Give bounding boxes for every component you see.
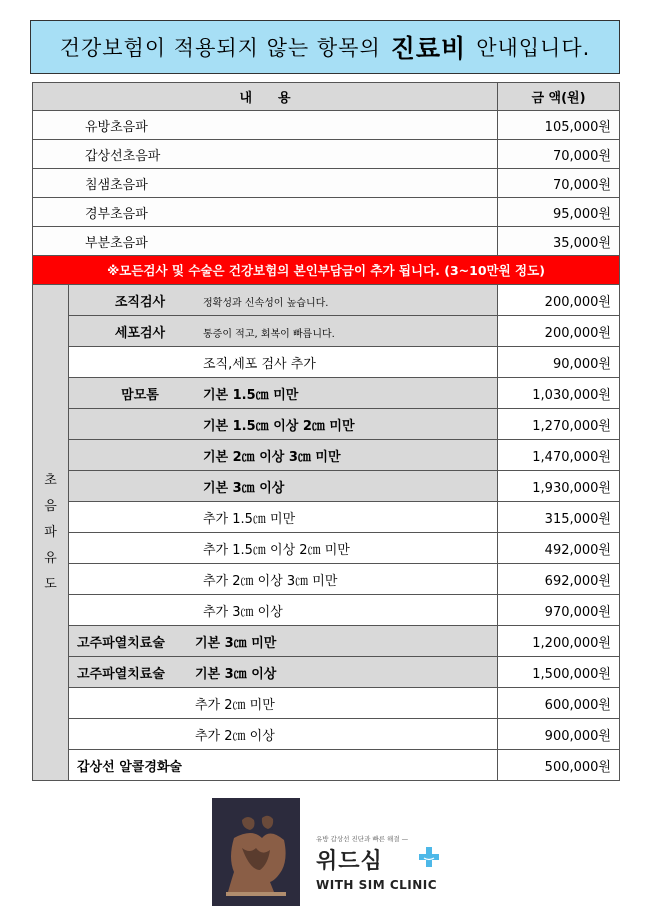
- item-cell: [69, 564, 498, 595]
- item-cell: [69, 688, 498, 719]
- item-desc: 기본 3㎝ 이상: [203, 480, 285, 496]
- item-desc: 기본 3㎝ 이상: [195, 666, 277, 682]
- table-row: [33, 595, 620, 626]
- page-title: [30, 20, 620, 74]
- item-desc: 기본 1.5㎝ 이상 2㎝ 미만: [203, 418, 355, 434]
- table-row: [33, 502, 620, 533]
- item-desc: 추가 1.5㎝ 미만: [203, 511, 296, 527]
- item-amount: 35,000원: [498, 227, 620, 256]
- title-suffix: 안내입니다.: [476, 36, 591, 60]
- notice-text: ※모든검사 및 수술은 건강보험의 본인부담금이 추가 됩니다. (3~10만원 정도): [33, 256, 620, 285]
- fee-table: [32, 82, 620, 781]
- table-header: [33, 83, 620, 111]
- item-cell: [69, 657, 498, 688]
- item-amount: 1,200,000원: [498, 626, 620, 657]
- item-cell: [69, 285, 498, 316]
- table-row: [33, 140, 620, 169]
- header-content: 내 용: [33, 83, 498, 111]
- item-cell: [69, 502, 498, 533]
- item-name: 조직검사: [114, 294, 166, 310]
- item-name: 고주파열치료술: [77, 635, 165, 651]
- item-amount: 1,500,000원: [498, 657, 620, 688]
- header-amount: 금 액(원): [498, 83, 620, 111]
- table-row: [33, 471, 620, 502]
- item-amount: 900,000원: [498, 719, 620, 750]
- item-amount: 1,930,000원: [498, 471, 620, 502]
- item-desc: 기본 2㎝ 이상 3㎝ 미만: [203, 449, 341, 465]
- table-row: [33, 198, 620, 227]
- table-row: [33, 227, 620, 256]
- item-cell: [69, 595, 498, 626]
- category-char: 도: [44, 576, 57, 592]
- brand-tagline: 유방 갑상선 진단과 빠른 해결 —: [316, 835, 409, 843]
- item-amount: 1,030,000원: [498, 378, 620, 409]
- item-name: 경부초음파: [33, 198, 498, 227]
- item-amount: 70,000원: [498, 169, 620, 198]
- table-row: [33, 169, 620, 198]
- item-amount: 200,000원: [498, 285, 620, 316]
- table-row: [33, 688, 620, 719]
- item-desc: 추가 1.5㎝ 이상 2㎝ 미만: [203, 542, 350, 558]
- table-row: [33, 378, 620, 409]
- table-row: [33, 626, 620, 657]
- item-name: 갑상선초음파: [33, 140, 498, 169]
- item-cell: [69, 440, 498, 471]
- table-row: [33, 533, 620, 564]
- table-row: [33, 409, 620, 440]
- table-row: [33, 440, 620, 471]
- item-cell: [69, 409, 498, 440]
- category-char: 파: [44, 524, 57, 540]
- item-amount: 500,000원: [498, 750, 620, 781]
- category-label: [33, 285, 69, 781]
- item-name: 고주파열치료술: [77, 666, 165, 682]
- notice-row: [33, 256, 620, 285]
- item-cell: [69, 347, 498, 378]
- item-cell: [69, 719, 498, 750]
- item-desc: 통증이 적고, 회복이 빠릅니다.: [203, 328, 335, 340]
- title-prefix: 건강보험이 적용되지 않는 항목의: [59, 36, 381, 60]
- table-row: [33, 316, 620, 347]
- item-name: 맘모톰: [121, 387, 159, 403]
- item-name: 침샘초음파: [33, 169, 498, 198]
- item-amount: 90,000원: [498, 347, 620, 378]
- item-amount: 95,000원: [498, 198, 620, 227]
- category-char: 초: [44, 472, 57, 488]
- table-row: [33, 285, 620, 316]
- item-cell: [69, 533, 498, 564]
- item-desc: 추가 2㎝ 이상 3㎝ 미만: [203, 573, 338, 589]
- item-name: 세포검사: [114, 325, 166, 341]
- table-row: [33, 719, 620, 750]
- item-amount: 200,000원: [498, 316, 620, 347]
- item-cell: [69, 626, 498, 657]
- item-desc: 추가 2㎝ 미만: [195, 697, 275, 713]
- item-amount: 1,270,000원: [498, 409, 620, 440]
- brand-name-korean: 위드심: [316, 849, 383, 874]
- item-cell: [69, 316, 498, 347]
- table-row: [33, 347, 620, 378]
- item-desc: 추가 2㎝ 이상: [195, 728, 275, 744]
- item-name: 유방초음파: [33, 111, 498, 140]
- category-char: 음: [44, 498, 57, 514]
- item-amount: 970,000원: [498, 595, 620, 626]
- item-desc: 기본 3㎝ 미만: [195, 635, 277, 651]
- item-cell: [69, 378, 498, 409]
- item-name: 갑상선 알콜경화술: [77, 759, 182, 775]
- table-row: [33, 564, 620, 595]
- table-row: [33, 657, 620, 688]
- item-desc: 정확성과 신속성이 높습니다.: [203, 297, 329, 309]
- title-emphasis: 진료비: [390, 34, 467, 63]
- item-desc: 추가 3㎝ 이상: [203, 604, 283, 620]
- item-desc: 기본 1.5㎝ 미만: [203, 387, 299, 403]
- item-amount: 1,470,000원: [498, 440, 620, 471]
- item-cell: [69, 750, 498, 781]
- item-amount: 105,000원: [498, 111, 620, 140]
- medical-plus-icon: [418, 846, 440, 868]
- item-amount: 315,000원: [498, 502, 620, 533]
- item-amount: 70,000원: [498, 140, 620, 169]
- category-char: 유: [44, 550, 57, 566]
- item-cell: [69, 471, 498, 502]
- item-amount: 600,000원: [498, 688, 620, 719]
- item-amount: 492,000원: [498, 533, 620, 564]
- brand-name-english: WITH SIM CLINIC: [316, 878, 438, 892]
- table-row: [33, 750, 620, 781]
- item-desc: 조직,세포 검사 추가: [203, 356, 316, 372]
- item-name: 부분초음파: [33, 227, 498, 256]
- item-amount: 692,000원: [498, 564, 620, 595]
- clinic-footer: [212, 798, 452, 908]
- table-row: [33, 111, 620, 140]
- sculpture-logo-image: [212, 798, 300, 906]
